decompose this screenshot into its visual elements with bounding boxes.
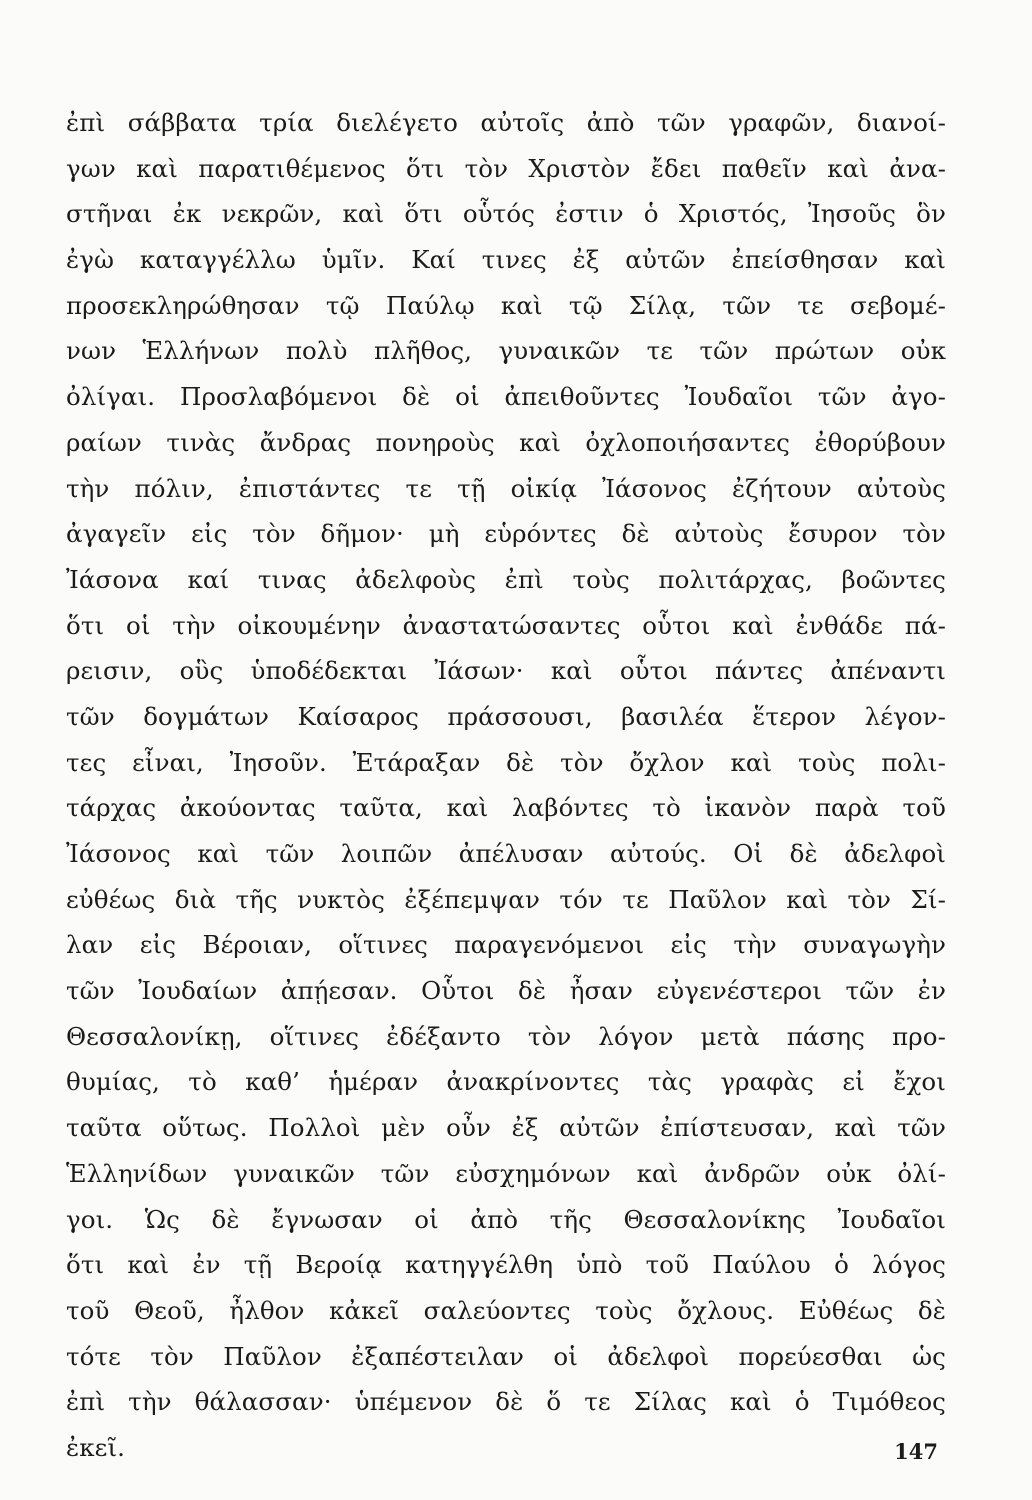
text-line: γοι. Ὡς δὲ ἔγνωσαν οἱ ἀπὸ τῆς Θεσσαλονίκης Ἰουδαῖοι — [66, 1204, 946, 1234]
text-line: ἐπὶ τὴν θάλασσαν· ὑπέμενον δὲ ὅ τε Σίλας καὶ ὁ Τιμόθεος — [66, 1387, 946, 1417]
text-line: θυμίας, τὸ καθ’ ἡμέραν ἀνακρίνοντες τὰς γραφὰς εἰ ἔχοι — [66, 1067, 946, 1097]
text-line-last: ἐκεῖ. — [66, 1432, 126, 1462]
text-line: τότε τὸν Παῦλον ἐξαπέστειλαν οἱ ἀδελφοὶ πορεύεσθαι ὡς — [66, 1341, 946, 1371]
text-line: τῶν Ἰουδαίων ἀπῄεσαν. Οὗτοι δὲ ἦσαν εὐγενέστεροι τῶν ἐν — [66, 976, 946, 1006]
text-line: ὀλίγαι. Προσλαβόμενοι δὲ οἱ ἀπειθοῦντες Ἰουδαῖοι τῶν ἀγο- — [66, 382, 946, 412]
text-line: γων καὶ παρατιθέμενος ὅτι τὸν Χριστὸν ἔδει παθεῖν καὶ ἀνα- — [66, 153, 946, 183]
text-line: ἀγαγεῖν εἰς τὸν δῆμον· μὴ εὑρόντες δὲ αὐτοὺς ἔσυρον τὸν — [66, 519, 946, 549]
text-line: λαν εἰς Βέροιαν, οἵτινες παραγενόμενοι εἰς τὴν συναγωγὴν — [66, 930, 946, 960]
text-line: ραίων τινὰς ἄνδρας πονηροὺς καὶ ὀχλοποιήσαντες ἐθορύβουν — [66, 427, 946, 457]
page-number: 147 — [894, 1439, 938, 1464]
text-line: ὅτι καὶ ἐν τῇ Βεροίᾳ κατηγγέλθη ὑπὸ τοῦ Παύλου ὁ λόγος — [66, 1250, 946, 1280]
text-line: ὅτι οἱ τὴν οἰκουμένην ἀναστατώσαντες οὗτοι καὶ ἐνθάδε πά- — [66, 610, 946, 640]
text-line: Θεσσαλονίκῃ, οἵτινες ἐδέξαντο τὸν λόγον μετὰ πάσης προ- — [66, 1021, 946, 1051]
text-line: τῶν δογμάτων Καίσαρος πράσσουσι, βασιλέα ἕτερον λέγον- — [66, 701, 946, 731]
text-line: στῆναι ἐκ νεκρῶν, καὶ ὅτι οὗτός ἐστιν ὁ Χριστός, Ἰησοῦς ὃν — [66, 199, 946, 229]
text-line: τάρχας ἀκούοντας ταῦτα, καὶ λαβόντες τὸ ἱκανὸν παρὰ τοῦ — [66, 793, 946, 823]
text-line: προσεκληρώθησαν τῷ Παύλῳ καὶ τῷ Σίλᾳ, τῶν τε σεβομέ- — [66, 290, 946, 320]
text-line: ρεισιν, οὓς ὑποδέδεκται Ἰάσων· καὶ οὗτοι πάντες ἀπέναντι — [66, 656, 946, 686]
body-text — [66, 100, 946, 1471]
text-line: τὴν πόλιν, ἐπιστάντες τε τῇ οἰκίᾳ Ἰάσονος ἐζήτουν αὐτοὺς — [66, 473, 946, 503]
text-line: νων Ἑλλήνων πολὺ πλῆθος, γυναικῶν τε τῶν πρώτων οὐκ — [66, 336, 946, 366]
text-line: ἐγὼ καταγγέλλω ὑμῖν. Καί τινες ἐξ αὐτῶν ἐπείσθησαν καὶ — [66, 245, 946, 275]
text-line: τες εἶναι, Ἰησοῦν. Ἐτάραξαν δὲ τὸν ὄχλον καὶ τοὺς πολι- — [66, 747, 946, 777]
text-line: τοῦ Θεοῦ, ἦλθον κἀκεῖ σαλεύοντες τοὺς ὄχλους. Εὐθέως δὲ — [66, 1295, 946, 1325]
text-line: Ἰάσονα καί τινας ἀδελφοὺς ἐπὶ τοὺς πολιτάρχας, βοῶντες — [66, 564, 946, 594]
text-line: Ἑλληνίδων γυναικῶν τῶν εὐσχημόνων καὶ ἀνδρῶν οὐκ ὀλί- — [66, 1158, 946, 1188]
text-line: Ἰάσονος καὶ τῶν λοιπῶν ἀπέλυσαν αὐτούς. Οἱ δὲ ἀδελφοὶ — [66, 839, 946, 868]
text-line: ταῦτα οὕτως. Πολλοὶ μὲν οὖν ἐξ αὐτῶν ἐπίστευσαν, καὶ τῶν — [66, 1113, 946, 1143]
text-line: εὐθέως διὰ τῆς νυκτὸς ἐξέπεμψαν τόν τε Παῦλον καὶ τὸν Σί- — [66, 884, 946, 914]
text-line: ἐπὶ σάββατα τρία διελέγετο αὐτοῖς ἀπὸ τῶν γραφῶν, διανοί- — [66, 108, 946, 137]
